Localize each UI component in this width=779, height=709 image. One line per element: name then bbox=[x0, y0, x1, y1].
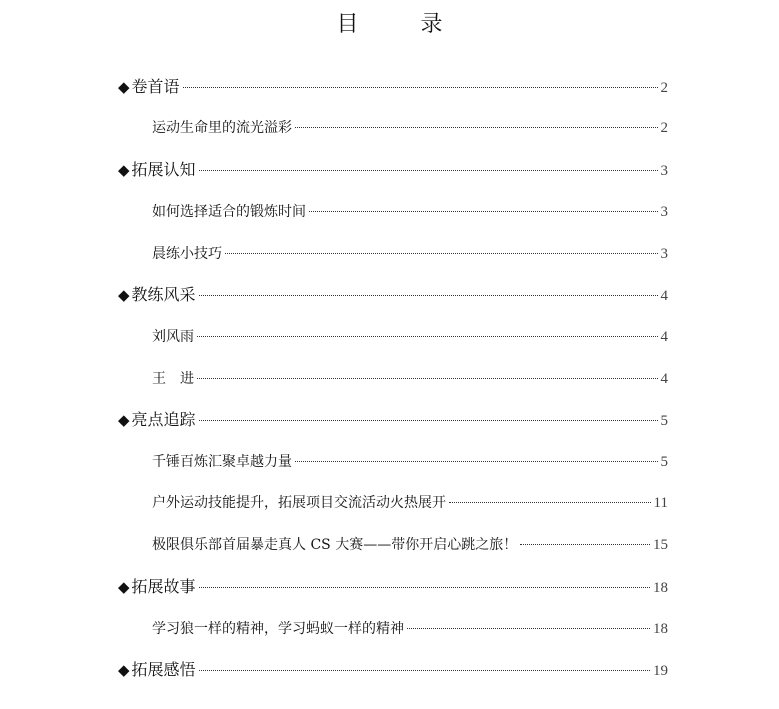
dot-leader bbox=[199, 295, 658, 296]
toc-entry-label: 拓展故事 bbox=[131, 577, 196, 596]
toc-entry-level2[interactable] bbox=[152, 242, 668, 266]
dot-leader bbox=[197, 378, 658, 379]
toc-entry-level1[interactable] bbox=[118, 158, 668, 182]
toc-entry-level2[interactable] bbox=[152, 491, 668, 515]
toc-entry-level1[interactable] bbox=[118, 75, 668, 99]
toc-entry-level2[interactable] bbox=[152, 367, 668, 391]
dot-leader bbox=[199, 587, 650, 588]
toc-entry-page: 4 bbox=[660, 329, 668, 345]
dot-leader bbox=[449, 502, 651, 503]
toc-entry-level2[interactable] bbox=[152, 450, 668, 474]
toc-entry-label: 拓展认知 bbox=[131, 160, 196, 179]
toc-entry-level2[interactable] bbox=[152, 533, 668, 557]
dot-leader bbox=[199, 420, 658, 421]
toc-entry-page: 4 bbox=[660, 288, 668, 304]
toc-entry-level2[interactable] bbox=[152, 617, 668, 641]
toc-entry-label: 户外运动技能提升，拓展项目交流活动火热展开 bbox=[152, 495, 446, 511]
dot-leader bbox=[295, 461, 658, 462]
dot-leader bbox=[199, 170, 658, 171]
diamond-bullet-icon: ◆ bbox=[118, 411, 130, 429]
toc-entry-label: 如何选择适合的锻炼时间 bbox=[152, 204, 306, 220]
toc-entry-level1[interactable] bbox=[118, 575, 668, 599]
toc-entry-page: 3 bbox=[660, 246, 668, 262]
toc-entry-label: 千锤百炼汇聚卓越力量 bbox=[152, 454, 292, 470]
dot-leader bbox=[183, 87, 658, 88]
toc-entry-page: 11 bbox=[653, 495, 668, 511]
diamond-bullet-icon: ◆ bbox=[118, 78, 130, 96]
toc-entry-label: 运动生命里的流光溢彩 bbox=[152, 120, 292, 136]
toc-entry-level1[interactable] bbox=[118, 408, 668, 432]
dot-leader bbox=[197, 336, 658, 337]
toc-entry-label: 教练风采 bbox=[131, 285, 196, 304]
diamond-bullet-icon: ◆ bbox=[118, 286, 130, 304]
toc-entry-label: 极限俱乐部首届暴走真人 CS 大赛——带你开启心跳之旅！ bbox=[152, 537, 518, 553]
dot-leader bbox=[309, 211, 658, 212]
dot-leader bbox=[295, 127, 658, 128]
dot-leader bbox=[407, 628, 650, 629]
toc-entry-page: 4 bbox=[660, 371, 668, 387]
dot-leader bbox=[225, 253, 658, 254]
diamond-bullet-icon: ◆ bbox=[118, 578, 130, 596]
toc-title: 目 录 bbox=[336, 12, 463, 37]
dot-leader bbox=[199, 670, 650, 671]
toc-entry-page: 19 bbox=[653, 663, 668, 679]
toc-entry-label: 学习狼一样的精神，学习蚂蚁一样的精神 bbox=[152, 621, 404, 637]
toc-entry-label: 刘风雨 bbox=[152, 329, 194, 345]
toc-entry-label: 拓展感悟 bbox=[131, 660, 196, 679]
toc-entry-level1[interactable] bbox=[118, 283, 668, 307]
dot-leader bbox=[520, 544, 650, 545]
toc-entry-label: 晨练小技巧 bbox=[152, 246, 222, 262]
toc-entry-page: 15 bbox=[653, 537, 668, 553]
toc-entry-page: 5 bbox=[660, 454, 668, 470]
toc-entry-page: 3 bbox=[660, 163, 668, 179]
toc-entry-page: 2 bbox=[660, 80, 668, 96]
toc-entry-page: 5 bbox=[660, 413, 668, 429]
toc-entry-label: 亮点追踪 bbox=[131, 410, 196, 429]
toc-entry-page: 2 bbox=[660, 120, 668, 136]
diamond-bullet-icon: ◆ bbox=[118, 161, 130, 179]
toc-entry-level2[interactable] bbox=[152, 200, 668, 224]
toc-entry-label: 卷首语 bbox=[131, 77, 180, 96]
toc-entry-level2[interactable] bbox=[152, 116, 668, 140]
toc-entry-page: 3 bbox=[660, 204, 668, 220]
toc-entry-page: 18 bbox=[653, 580, 668, 596]
toc-entry-page: 18 bbox=[653, 621, 668, 637]
diamond-bullet-icon: ◆ bbox=[118, 661, 130, 679]
toc-entry-level1[interactable] bbox=[118, 658, 668, 682]
toc-entry-level2[interactable] bbox=[152, 325, 668, 349]
toc-entry-label: 王 进 bbox=[152, 371, 194, 387]
